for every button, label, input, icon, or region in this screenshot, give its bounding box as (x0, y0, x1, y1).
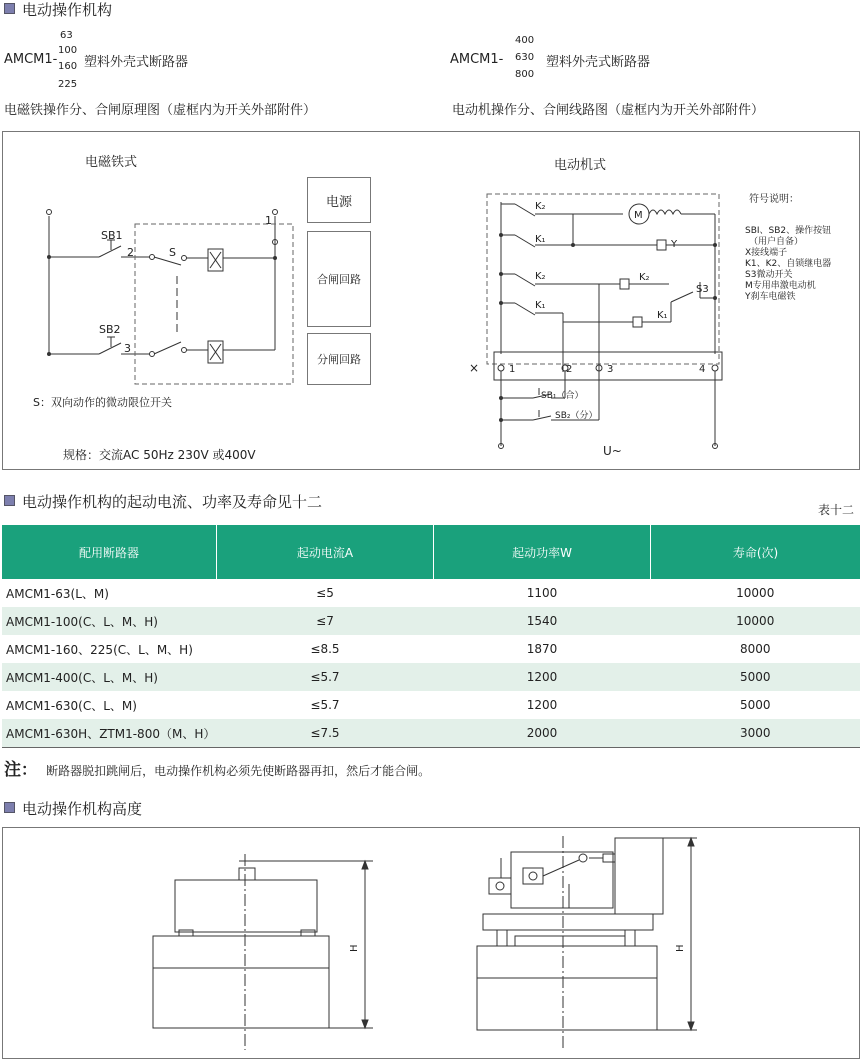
square-bullet-icon (4, 802, 15, 813)
table-cell: AMCM1-160、225(C、L、M、H) (6, 642, 193, 657)
circuit-diagrams-svg (3, 132, 859, 469)
section-title-1 (4, 0, 112, 20)
right-model-desc: 塑料外壳式断路器 (546, 55, 651, 70)
section-title-text: 电动操作机构 (22, 1, 113, 19)
square-bullet-icon (4, 495, 15, 506)
table-row (2, 579, 860, 607)
table-cell: 10000 (651, 607, 860, 635)
table-header-current: 起动电流A (217, 525, 434, 579)
open-circuit-label: 分闸回路 (317, 353, 361, 366)
table-cell: 1200 (434, 663, 651, 691)
right-rating-630: 630 (515, 52, 535, 63)
label-k2a: K₂ (535, 201, 546, 212)
close-circuit-label: 合闸回路 (317, 273, 361, 286)
label-node-2: 2 (127, 246, 134, 259)
height-drawing-frame (2, 827, 860, 1059)
section-title-3 (4, 798, 142, 819)
label-u: U~ (603, 444, 622, 458)
right-caption: 电动机操作分、合闸线路图（虚框内为开关外部附件） (452, 103, 765, 118)
table-header-life: 寿命(次) (651, 525, 860, 579)
label-y: Y (671, 239, 678, 250)
label-terminal-2: 2 (566, 364, 573, 375)
label-s: S (169, 246, 176, 259)
left-diagram-title: 电磁铁式 (85, 155, 138, 170)
note-text: 断路器脱扣跳闸后，电动操作机构必须先使断路器再扣，然后才能合闸。 (46, 764, 431, 778)
table-cell: ≤7 (217, 607, 434, 635)
left-model-desc: 塑料外壳式断路器 (84, 55, 189, 70)
right-model-prefix: AMCM1- (450, 52, 504, 67)
label-k2c: K₂ (639, 272, 650, 283)
left-rating-63: 63 (60, 30, 73, 41)
label-k2b: K₂ (535, 271, 546, 282)
note-label: 注 (4, 760, 21, 780)
left-model-prefix: AMCM1- (4, 52, 58, 67)
legend-item-brake: Y刹车电磁铁 (745, 292, 796, 302)
table-cell: 3000 (651, 719, 860, 748)
left-rating-100: 100 (58, 45, 78, 56)
label-k1b: K₁ (535, 300, 546, 311)
label-terminal-4: 4 (699, 364, 706, 375)
table-cell: AMCM1-400(C、L、M、H) (2, 663, 217, 691)
label-terminal-1: 1 (509, 364, 516, 375)
table-header-power: 起动功率W (434, 525, 651, 579)
label-m: M (634, 210, 643, 221)
label-sb1: SB1 (101, 229, 123, 242)
table-cell: 5000 (651, 663, 860, 691)
left-rating-160: 160 (58, 61, 78, 72)
left-rating-225: 225 (58, 79, 78, 90)
table-cell: AMCM1-630H、ZTM1-800（M、H） (2, 719, 217, 748)
table-cell: ≤5.7 (310, 698, 340, 712)
table-row (2, 635, 860, 663)
label-terminal-3: 3 (607, 364, 614, 375)
table-row (2, 691, 860, 719)
right-diagram-title: 电动机式 (554, 158, 607, 173)
table-row (2, 719, 860, 748)
table-cell: ≤7.5 (217, 719, 434, 748)
table-cell: ≤8.5 (310, 642, 340, 656)
table-cell: 10000 (736, 586, 775, 600)
table-cell: 1540 (434, 607, 651, 635)
close-circuit-box (307, 231, 371, 327)
left-caption: 电磁铁操作分、合闸原理图（虚框内为开关外部附件） (4, 103, 317, 118)
label-k1c: K₁ (657, 310, 668, 321)
legend-item-s3: S3微动开关 (745, 270, 793, 280)
table-cell: ≤5.7 (217, 663, 434, 691)
table-cell: AMCM1-630(C、L、M) (6, 698, 137, 713)
table-cell: 2000 (434, 719, 651, 748)
table-row (2, 663, 860, 691)
dim-label-left: H (349, 944, 360, 952)
table-cell: ≤5 (316, 586, 334, 600)
section-title-3-text: 电动操作机构高度 (22, 800, 143, 818)
table-number: 表十二 (818, 503, 855, 517)
section-title-2 (4, 491, 322, 512)
legend-item-relays: K1、K2、自锁继电器 (745, 259, 832, 269)
table-cell: AMCM1-63(L、M) (6, 586, 109, 601)
s-switch-note: S：双向动作的微动限位开关 (33, 396, 172, 409)
open-circuit-box (307, 333, 371, 385)
dim-label-right: H (675, 944, 686, 952)
right-rating-800: 800 (515, 69, 535, 80)
square-bullet-icon (4, 3, 15, 14)
right-rating-400: 400 (515, 35, 535, 46)
legend-item-motor: M专用串激电动机 (745, 281, 816, 291)
spec-table (2, 525, 860, 748)
label-sb2-open: SB₂（分） (555, 411, 598, 421)
label-terminal-x: × (469, 361, 480, 375)
table-cell: 1200 (526, 698, 558, 712)
table-cell: AMCM1-100(C、L、M、H) (2, 607, 217, 635)
label-node-1: 1 (265, 214, 272, 227)
circuit-diagram-frame (2, 131, 860, 470)
table-cell: 1870 (526, 642, 558, 656)
label-s3: S3 (696, 284, 709, 295)
label-k1a: K₁ (535, 234, 546, 245)
legend-item-user-supplied: （用户自备） (749, 237, 804, 247)
label-sb1-close: SB₁（合） (541, 391, 584, 401)
table-row (2, 607, 860, 635)
legend-title: 符号说明： (749, 194, 799, 205)
power-box (307, 177, 371, 223)
table-header-row (2, 525, 860, 579)
legend-item-buttons: SBI、SB2、操作按钮 (745, 226, 832, 236)
power-box-label: 电源 (325, 194, 352, 210)
legend-item-terminal: X接线端子 (745, 248, 788, 258)
note: 注： 断路器脱扣跳闸后，电动操作机构必须先使断路器再扣，然后才能合闸。 (4, 760, 431, 780)
table-cell: 1100 (526, 586, 558, 600)
table-header-breaker: 配用断路器 (2, 525, 217, 579)
spec-note: 规格：交流AC 50Hz 230V 或400V (63, 448, 256, 462)
table-cell: 8000 (739, 642, 771, 656)
label-node-3: 3 (124, 342, 131, 355)
height-drawing-svg (3, 828, 859, 1058)
table-cell: 5000 (739, 698, 771, 712)
section-title-2-text: 电动操作机构的起动电流、功率及寿命见十二 (22, 493, 323, 511)
label-sb2: SB2 (99, 323, 121, 336)
